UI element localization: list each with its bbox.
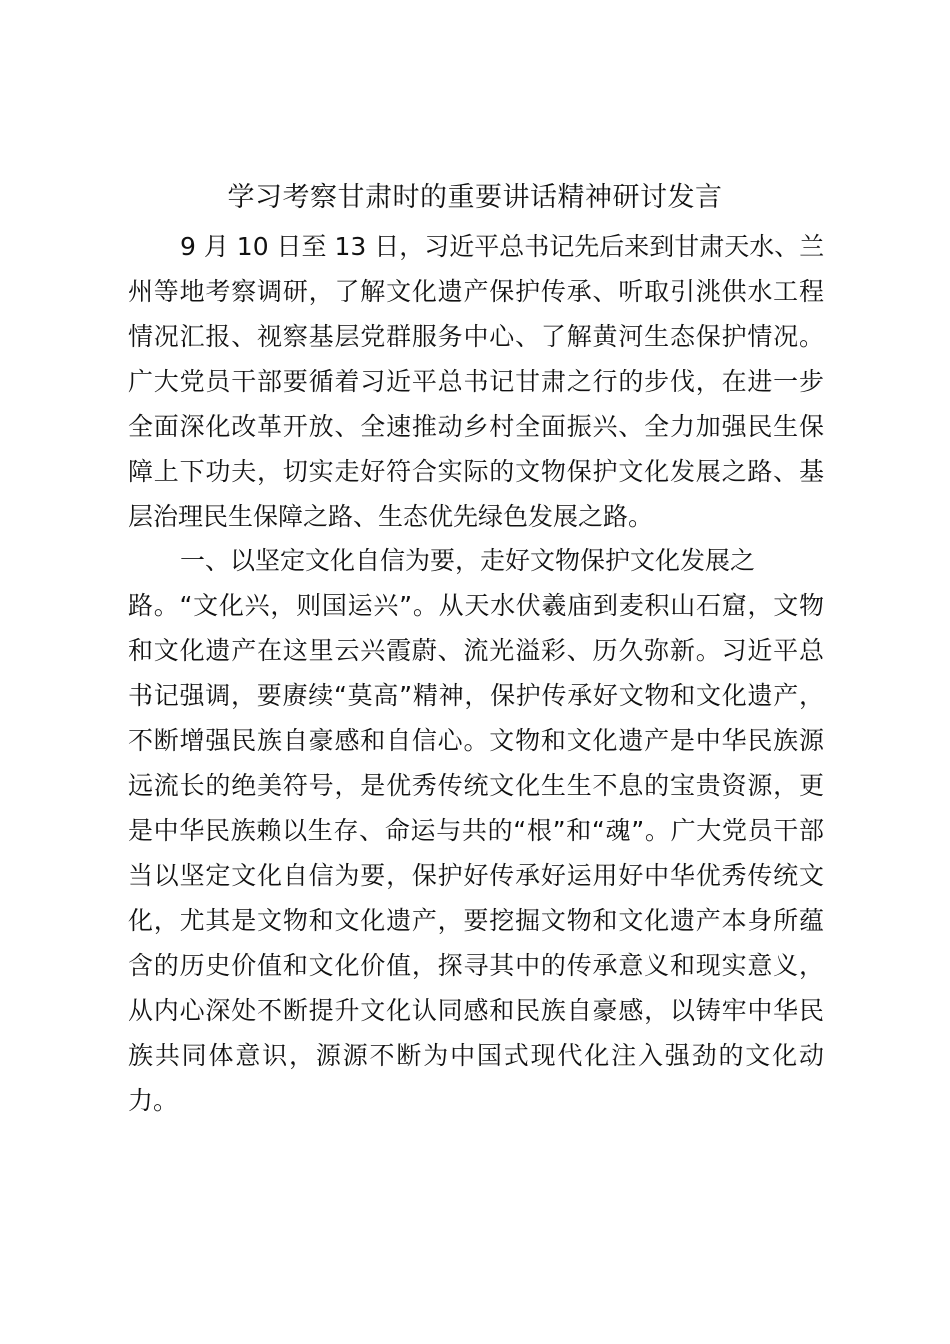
paragraph-1	[128, 224, 824, 539]
paragraph-line: 全面深化改革开放、全速推动乡村全面振兴、全力加强民生保	[128, 412, 824, 441]
paragraph-line: 情况汇报、视察基层党群服务中心、了解黄河生态保护情况。	[128, 322, 824, 351]
paragraph-line: 不断增强民族自豪感和自信心。文物和文化遗产是中华民族源	[128, 726, 824, 755]
paragraph-line: 力。	[128, 1086, 179, 1115]
paragraph-2	[128, 538, 824, 1123]
paragraph-line: 书记强调，要赓续“莫高”精神，保护传承好文物和文化遗产，	[128, 681, 824, 710]
paragraph-line: 9 月 10 日至 13 日，习近平总书记先后来到甘肃天水、兰	[180, 232, 825, 261]
paragraph-line: 层治理民生保障之路、生态优先绿色发展之路。	[128, 502, 654, 531]
paragraph-line: 广大党员干部要循着习近平总书记甘肃之行的步伐，在进一步	[128, 367, 824, 396]
paragraph-line: 含的历史价值和文化价值，探寻其中的传承意义和现实意义，	[128, 951, 824, 980]
document-title: 学习考察甘肃时的重要讲话精神研讨发言	[227, 182, 723, 213]
paragraph-line: 远流长的绝美符号，是优秀传统文化生生不息的宝贵资源，更	[128, 771, 824, 800]
paragraph-line: 和文化遗产在这里云兴霞蔚、流光溢彩、历久弥新。习近平总	[128, 636, 824, 665]
paragraph-line: 族共同体意识，源源不断为中国式现代化注入强劲的文化动	[128, 1041, 824, 1070]
paragraph-line: 州等地考察调研，了解文化遗产保护传承、听取引洮供水工程	[128, 277, 824, 306]
paragraph-line: 是中华民族赖以生存、命运与共的“根”和“魂”。广大党员干部	[128, 816, 824, 845]
paragraph-line: 当以坚定文化自信为要，保护好传承好运用好中华优秀传统文	[128, 861, 824, 890]
paragraph-line: 路。“文化兴，则国运兴”。从天水伏羲庙到麦积山石窟，文物	[128, 591, 824, 620]
paragraph-line: 化，尤其是文物和文化遗产，要挖掘文物和文化遗产本身所蕴	[128, 906, 824, 935]
paragraph-line: 从内心深处不断提升文化认同感和民族自豪感，以铸牢中华民	[128, 996, 824, 1025]
paragraph-line: 障上下功夫，切实走好符合实际的文物保护文化发展之路、基	[128, 457, 824, 486]
paragraph-line: 一、以坚定文化自信为要，走好文物保护文化发展之	[180, 546, 756, 575]
